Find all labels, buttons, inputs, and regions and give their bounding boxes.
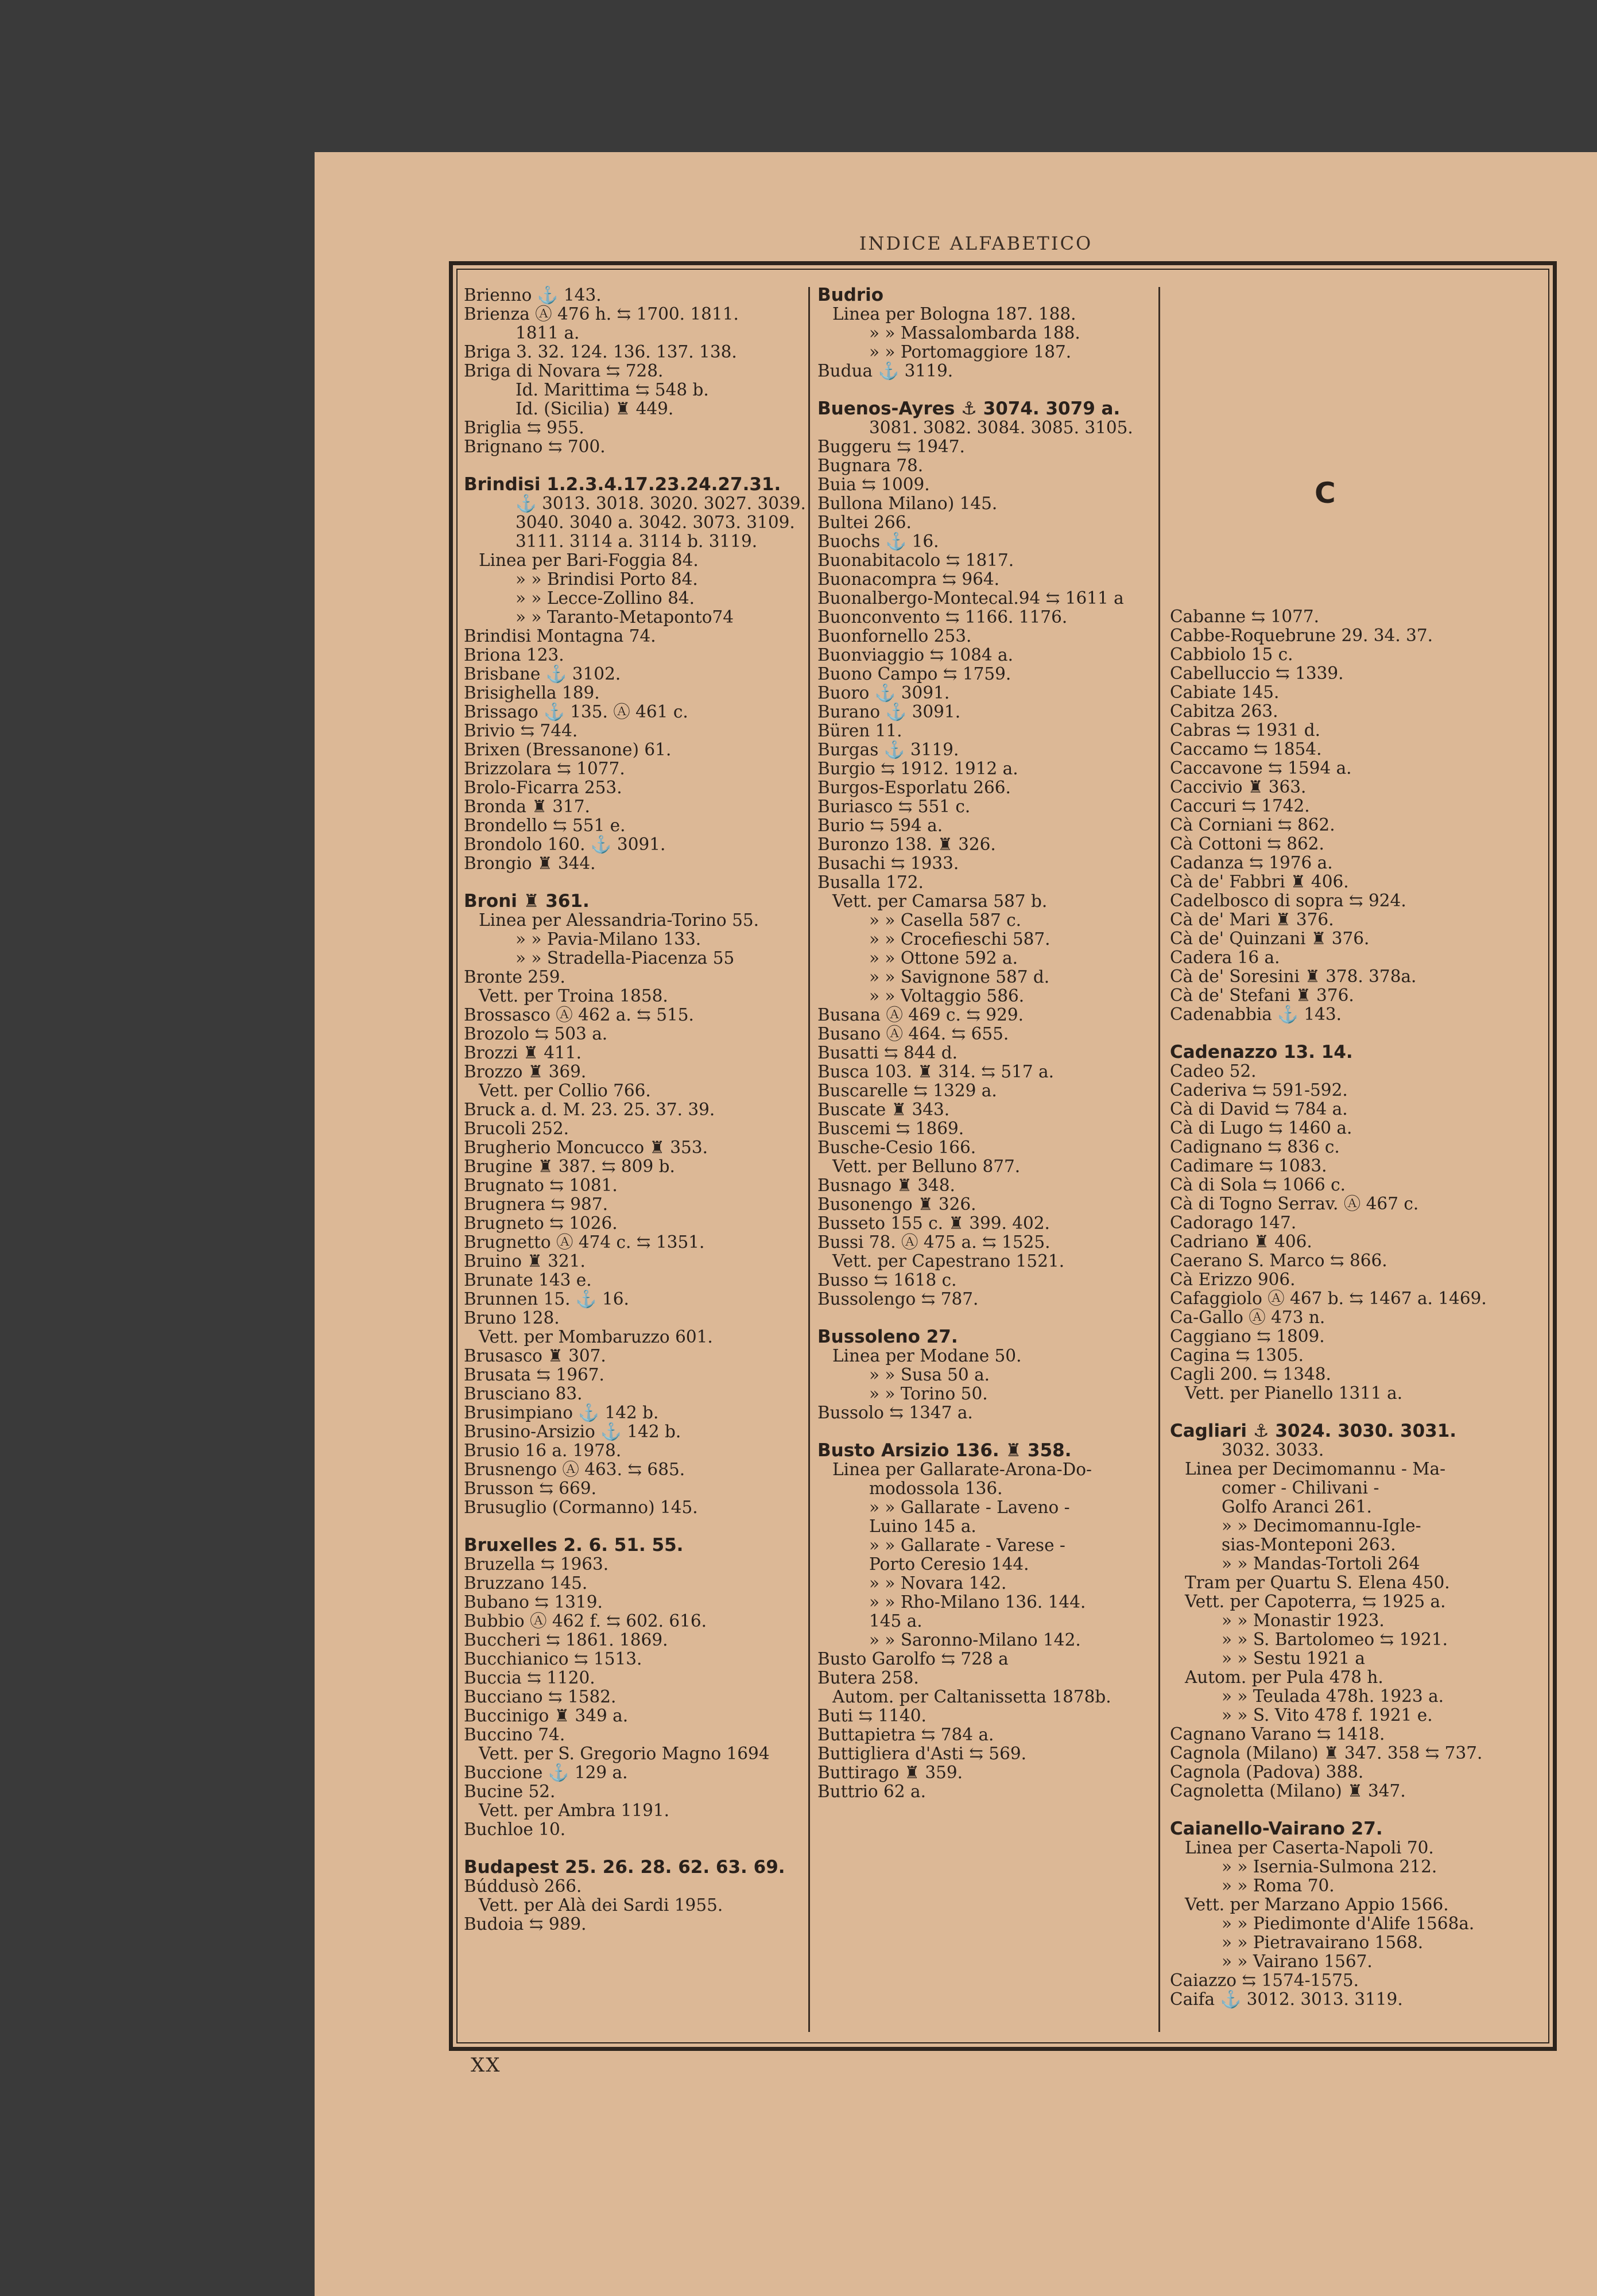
index-entry: Vett. per Collio 766. bbox=[479, 1081, 651, 1100]
index-entry: » » Brindisi Porto 84. bbox=[515, 569, 698, 589]
index-entry: » » Taranto-Metaponto74 bbox=[515, 607, 734, 627]
index-entry: Buonconvento ⇆ 1166. 1176. bbox=[817, 607, 1068, 627]
index-entry: Bruno 128. bbox=[464, 1308, 560, 1328]
index-entry: » » Susa 50 a. bbox=[869, 1365, 990, 1384]
index-entry: Brixen (Bressanone) 61. bbox=[464, 740, 672, 759]
index-entry: Butera 258. bbox=[817, 1668, 919, 1688]
index-column-1 bbox=[464, 286, 808, 1934]
index-entry: Briona 123. bbox=[464, 645, 564, 665]
index-entry: Burgio ⇆ 1912. 1912 a. bbox=[817, 759, 1018, 778]
index-entry: Brugneto ⇆ 1026. bbox=[464, 1213, 618, 1233]
index-entry: Buonabitacolo ⇆ 1817. bbox=[817, 550, 1014, 570]
index-entry: Burgas ⚓ 3119. bbox=[817, 740, 959, 759]
index-entry: Cabbe-Roquebrune 29. 34. 37. bbox=[1170, 626, 1433, 645]
index-entry: Tram per Quartu S. Elena 450. bbox=[1185, 1573, 1450, 1592]
index-entry: Cadorago 147. bbox=[1170, 1213, 1297, 1232]
index-entry: » » Gallarate - Varese - bbox=[869, 1535, 1065, 1555]
index-entry: Burano ⚓ 3091. bbox=[817, 702, 961, 722]
index-entry: Brusata ⇆ 1967. bbox=[464, 1365, 604, 1384]
index-entry: Busonengo ♜ 326. bbox=[817, 1194, 976, 1214]
index-entry: Buccia ⇆ 1120. bbox=[464, 1668, 595, 1688]
index-entry: Cadriano ♜ 406. bbox=[1170, 1232, 1312, 1251]
index-entry bbox=[817, 381, 1156, 400]
index-entry bbox=[817, 1422, 1156, 1441]
index-entry: Burgos-Esporlatu 266. bbox=[817, 778, 1011, 797]
index-entry: Linea per Modane 50. bbox=[832, 1346, 1022, 1366]
index-entry: Briglia ⇆ 955. bbox=[464, 418, 584, 437]
index-entry: » » Teulada 478h. 1923 a. bbox=[1222, 1686, 1444, 1706]
index-entry: 3111. 3114 a. 3114 b. 3119. bbox=[515, 532, 758, 551]
index-entry: Caderiva ⇆ 591-592. bbox=[1170, 1080, 1348, 1100]
index-entry: Brozzo ♜ 369. bbox=[464, 1062, 587, 1081]
index-entry: comer - Chilivani - bbox=[1222, 1478, 1379, 1498]
index-entry: Burio ⇆ 594 a. bbox=[817, 816, 943, 835]
index-entry: Cabiate 145. bbox=[1170, 682, 1280, 702]
index-entry: Linea per Bari-Foggia 84. bbox=[479, 550, 699, 570]
index-entry: Cà de' Fabbri ♜ 406. bbox=[1170, 872, 1349, 891]
index-entry: » » Torino 50. bbox=[869, 1384, 988, 1403]
index-entry: Cà di David ⇆ 784 a. bbox=[1170, 1099, 1348, 1119]
index-entry: Busseto 155 c. ♜ 399. 402. bbox=[817, 1213, 1050, 1233]
index-entry: Brusio 16 a. 1978. bbox=[464, 1441, 622, 1460]
index-entry: Luino 145 a. bbox=[869, 1517, 976, 1536]
index-entry: Vett. per Capoterra, ⇆ 1925 a. bbox=[1185, 1592, 1446, 1611]
index-entry: Buochs ⚓ 16. bbox=[817, 532, 939, 551]
index-entry: Buonalbergo-Montecal.94 ⇆ 1611 a bbox=[817, 588, 1124, 608]
index-entry: » » Rho-Milano 136. 144. bbox=[869, 1592, 1086, 1612]
index-entry: Busto Arsizio 136. ♜ 358. bbox=[817, 1440, 1072, 1461]
index-entry: Bussoleno 27. bbox=[817, 1327, 958, 1347]
index-entry: Brusino-Arsizio ⚓ 142 b. bbox=[464, 1422, 681, 1441]
index-entry bbox=[464, 1839, 808, 1858]
index-entry: Bruxelles 2. 6. 51. 55. bbox=[464, 1535, 684, 1556]
index-entry: Buoro ⚓ 3091. bbox=[817, 683, 950, 703]
index-entry: Cadimare ⇆ 1083. bbox=[1170, 1156, 1327, 1176]
index-entry bbox=[464, 1517, 808, 1536]
index-entry: Cafaggiolo Ⓐ 467 b. ⇆ 1467 a. 1469. bbox=[1170, 1289, 1487, 1308]
index-entry: Cà di Sola ⇆ 1066 c. bbox=[1170, 1175, 1346, 1194]
index-entry: » » Decimomannu-Igle- bbox=[1222, 1516, 1421, 1535]
index-entry: Brugherio Moncucco ♜ 353. bbox=[464, 1138, 708, 1157]
index-entry: » » Monastir 1923. bbox=[1222, 1611, 1385, 1630]
index-entry: Budapest 25. 26. 28. 62. 63. 69. bbox=[464, 1857, 785, 1878]
index-entry: 145 a. bbox=[869, 1611, 922, 1631]
index-entry: Brugnetto Ⓐ 474 c. ⇆ 1351. bbox=[464, 1232, 705, 1252]
index-entry: Buia ⇆ 1009. bbox=[817, 475, 930, 494]
index-entry: Cagina ⇆ 1305. bbox=[1170, 1345, 1304, 1365]
index-entry: Bubbio Ⓐ 462 f. ⇆ 602. 616. bbox=[464, 1611, 707, 1631]
index-entry: Caiazzo ⇆ 1574-1575. bbox=[1170, 1971, 1359, 1990]
index-entry: » » Lecce-Zollino 84. bbox=[515, 588, 695, 608]
index-entry: » » Savignone 587 d. bbox=[869, 967, 1050, 987]
index-entry: Cagnola (Milano) ♜ 347. 358 ⇆ 737. bbox=[1170, 1743, 1483, 1763]
index-entry: Cà Cottoni ⇆ 862. bbox=[1170, 834, 1324, 854]
index-entry bbox=[1170, 1024, 1537, 1043]
index-entry: 3040. 3040 a. 3042. 3073. 3109. bbox=[515, 513, 795, 532]
index-entry: Vett. per Ambra 1191. bbox=[479, 1801, 670, 1820]
index-entry: » » S. Bartolomeo ⇆ 1921. bbox=[1222, 1630, 1448, 1649]
index-entry: Caccamo ⇆ 1854. bbox=[1170, 739, 1322, 759]
index-entry: Cadera 16 a. bbox=[1170, 948, 1280, 967]
index-entry: Brissago ⚓ 135. Ⓐ 461 c. bbox=[464, 702, 688, 722]
index-entry: Caifa ⚓ 3012. 3013. 3119. bbox=[1170, 1989, 1403, 2009]
index-entry: Golfo Aranci 261. bbox=[1222, 1497, 1372, 1517]
index-entry: Caianello-Vairano 27. bbox=[1170, 1818, 1383, 1839]
index-entry: Brongio ♜ 344. bbox=[464, 854, 596, 873]
index-entry: Id. Marittima ⇆ 548 b. bbox=[515, 380, 709, 400]
index-entry: Buenos-Ayres ⚓ 3074. 3079 a. bbox=[817, 398, 1121, 419]
index-entry: Bruino ♜ 321. bbox=[464, 1251, 586, 1271]
index-entry: Busano Ⓐ 464. ⇆ 655. bbox=[817, 1024, 1009, 1044]
index-entry: sias-Monteponi 263. bbox=[1222, 1535, 1396, 1554]
index-entry: Cadenazzo 13. 14. bbox=[1170, 1042, 1353, 1062]
index-entry: Cabitza 263. bbox=[1170, 701, 1278, 721]
index-entry: Caccivio ♜ 363. bbox=[1170, 777, 1307, 797]
index-entry: Cabelluccio ⇆ 1339. bbox=[1170, 664, 1344, 683]
index-entry: Busche-Cesio 166. bbox=[817, 1138, 976, 1157]
index-entry: Buttapietra ⇆ 784 a. bbox=[817, 1725, 994, 1744]
index-column-3 bbox=[1170, 607, 1537, 2009]
index-entry: Caerano S. Marco ⇆ 866. bbox=[1170, 1251, 1387, 1270]
index-entry: Büren 11. bbox=[817, 721, 902, 740]
index-entry: Budrio bbox=[817, 285, 884, 305]
index-entry: Bugnara 78. bbox=[817, 456, 924, 475]
index-entry: Bruzzano 145. bbox=[464, 1573, 588, 1593]
index-entry: Cabbiolo 15 c. bbox=[1170, 645, 1293, 664]
index-entry: Vett. per Pianello 1311 a. bbox=[1185, 1383, 1403, 1403]
index-entry: Buonfornello 253. bbox=[817, 626, 972, 646]
index-entry: Busachi ⇆ 1933. bbox=[817, 854, 959, 873]
index-entry: Buscemi ⇆ 1869. bbox=[817, 1119, 964, 1138]
index-entry: Bussolengo ⇆ 787. bbox=[817, 1289, 979, 1309]
index-entry: » » Saronno-Milano 142. bbox=[869, 1630, 1081, 1650]
index-entry: Linea per Gallarate-Arona-Do- bbox=[832, 1460, 1092, 1479]
page-folio: XX bbox=[471, 2054, 501, 2077]
index-entry: Briga di Novara ⇆ 728. bbox=[464, 361, 664, 381]
index-entry: Briga 3. 32. 124. 136. 137. 138. bbox=[464, 342, 737, 362]
index-entry: Linea per Caserta-Napoli 70. bbox=[1185, 1838, 1434, 1857]
index-entry: Vett. per Capestrano 1521. bbox=[832, 1251, 1065, 1271]
index-entry: Autom. per Caltanissetta 1878b. bbox=[832, 1687, 1111, 1707]
index-entry: Porto Ceresio 144. bbox=[869, 1554, 1029, 1574]
index-entry: Busana Ⓐ 469 c. ⇆ 929. bbox=[817, 1005, 1024, 1025]
index-entry: Busatti ⇆ 844 d. bbox=[817, 1043, 958, 1062]
column-divider-2 bbox=[1158, 287, 1160, 2032]
index-entry: Cà di Togno Serrav. Ⓐ 467 c. bbox=[1170, 1194, 1419, 1213]
index-entry: » » Pietravairano 1568. bbox=[1222, 1933, 1424, 1952]
index-entry: Linea per Alessandria-Torino 55. bbox=[479, 910, 759, 930]
index-entry: Bronte 259. bbox=[464, 967, 565, 987]
index-entry: Bultei 266. bbox=[817, 513, 912, 532]
index-entry: Cabanne ⇆ 1077. bbox=[1170, 607, 1320, 626]
index-entry: » » Vairano 1567. bbox=[1222, 1952, 1373, 1971]
index-column-2 bbox=[817, 286, 1156, 1801]
index-entry: Busca 103. ♜ 314. ⇆ 517 a. bbox=[817, 1062, 1054, 1081]
index-entry: Brivio ⇆ 744. bbox=[464, 721, 578, 740]
index-entry: Cagliari ⚓ 3024. 3030. 3031. bbox=[1170, 1421, 1457, 1441]
index-entry: Busto Garolfo ⇆ 728 a bbox=[817, 1649, 1009, 1669]
index-entry: » » Pavia-Milano 133. bbox=[515, 929, 701, 949]
index-entry: Cadanza ⇆ 1976 a. bbox=[1170, 853, 1333, 872]
index-entry: Brusnengo Ⓐ 463. ⇆ 685. bbox=[464, 1460, 685, 1479]
index-entry: Vett. per S. Gregorio Magno 1694 bbox=[479, 1744, 770, 1763]
index-entry: Brindisi Montagna 74. bbox=[464, 626, 656, 646]
index-entry: Brugnera ⇆ 987. bbox=[464, 1194, 608, 1214]
index-entry: Bullona Milano) 145. bbox=[817, 494, 998, 513]
index-entry bbox=[464, 456, 808, 475]
index-entry: Buccino 74. bbox=[464, 1725, 565, 1744]
index-entry: Buscate ♜ 343. bbox=[817, 1100, 950, 1119]
index-entry: » » Massalombarda 188. bbox=[869, 323, 1080, 343]
index-entry: Buttigliera d'Asti ⇆ 569. bbox=[817, 1744, 1026, 1763]
index-entry: Bucine 52. bbox=[464, 1782, 556, 1801]
index-entry: Brondolo 160. ⚓ 3091. bbox=[464, 835, 666, 854]
index-entry: Linea per Decimomannu - Ma- bbox=[1185, 1459, 1446, 1479]
index-entry: Vett. per Troina 1858. bbox=[479, 986, 668, 1006]
column-divider-1 bbox=[808, 287, 810, 2032]
index-entry: Brunnen 15. ⚓ 16. bbox=[464, 1289, 629, 1309]
index-entry: Cadignano ⇆ 836 c. bbox=[1170, 1137, 1340, 1157]
index-entry: » » Casella 587 c. bbox=[869, 910, 1022, 930]
index-entry: » » Isernia-Sulmona 212. bbox=[1222, 1857, 1437, 1876]
index-entry: Bussi 78. Ⓐ 475 a. ⇆ 1525. bbox=[817, 1232, 1051, 1252]
index-entry: Cà Erizzo 906. bbox=[1170, 1270, 1296, 1289]
index-entry: Ca-Gallo Ⓐ 473 n. bbox=[1170, 1308, 1325, 1327]
index-entry: Brusuglio (Cormanno) 145. bbox=[464, 1498, 698, 1517]
index-entry: Brunate 143 e. bbox=[464, 1270, 592, 1290]
index-entry: Bruck a. d. M. 23. 25. 37. 39. bbox=[464, 1100, 715, 1119]
index-entry: Brindisi 1.2.3.4.17.23.24.27.31. bbox=[464, 474, 781, 495]
index-entry: Vett. per Belluno 877. bbox=[832, 1157, 1021, 1176]
index-entry: Brignano ⇆ 700. bbox=[464, 437, 606, 456]
index-entry: » » Mandas-Tortoli 264 bbox=[1222, 1554, 1420, 1573]
index-entry: Buonacompra ⇆ 964. bbox=[817, 569, 1000, 589]
index-entry: Cadeo 52. bbox=[1170, 1061, 1257, 1081]
index-entry: Cà de' Stefani ♜ 376. bbox=[1170, 986, 1354, 1005]
index-entry: Brizzolara ⇆ 1077. bbox=[464, 759, 625, 778]
index-entry: Brusasco ♜ 307. bbox=[464, 1346, 606, 1366]
index-entry: Caccuri ⇆ 1742. bbox=[1170, 796, 1310, 816]
index-entry: Buronzo 138. ♜ 326. bbox=[817, 835, 996, 854]
index-entry: Busnago ♜ 348. bbox=[817, 1176, 955, 1195]
index-entry: Cà Corniani ⇆ 862. bbox=[1170, 815, 1335, 835]
index-entry: Bubano ⇆ 1319. bbox=[464, 1592, 603, 1612]
index-entry: » » Portomaggiore 187. bbox=[869, 342, 1072, 362]
index-entry bbox=[817, 1309, 1156, 1328]
index-entry: Brolo-Ficarra 253. bbox=[464, 778, 622, 797]
index-entry: Bucciano ⇆ 1582. bbox=[464, 1687, 617, 1707]
index-entry: Vett. per Camarsa 587 b. bbox=[832, 891, 1048, 911]
index-entry: Buchloe 10. bbox=[464, 1820, 566, 1839]
index-entry: 1811 a. bbox=[515, 323, 580, 343]
index-entry: Cagnoletta (Milano) ♜ 347. bbox=[1170, 1781, 1406, 1801]
index-entry: » » Gallarate - Laveno - bbox=[869, 1498, 1070, 1517]
section-letter: C bbox=[1315, 476, 1336, 510]
index-entry: Brienno ⚓ 143. bbox=[464, 285, 602, 305]
index-entry: Busso ⇆ 1618 c. bbox=[817, 1270, 957, 1290]
index-entry: Vett. per Marzano Appio 1566. bbox=[1185, 1895, 1449, 1914]
index-entry: Brossasco Ⓐ 462 a. ⇆ 515. bbox=[464, 1005, 694, 1025]
index-entry: Cadenabbia ⚓ 143. bbox=[1170, 1004, 1342, 1024]
index-entry: Vett. per Mombaruzzo 601. bbox=[479, 1327, 713, 1347]
index-entry: Bussolo ⇆ 1347 a. bbox=[817, 1403, 973, 1422]
index-entry: Brozolo ⇆ 503 a. bbox=[464, 1024, 608, 1044]
index-entry: Caggiano ⇆ 1809. bbox=[1170, 1327, 1325, 1346]
index-entry: Id. (Sicilia) ♜ 449. bbox=[515, 399, 674, 418]
index-entry: Cagli 200. ⇆ 1348. bbox=[1170, 1364, 1331, 1384]
index-entry: Brisbane ⚓ 3102. bbox=[464, 664, 621, 684]
index-entry: Brugnato ⇆ 1081. bbox=[464, 1176, 618, 1195]
index-entry: Buriasco ⇆ 551 c. bbox=[817, 797, 971, 816]
index-entry: » » Ottone 592 a. bbox=[869, 948, 1018, 968]
index-entry bbox=[1170, 1801, 1537, 1820]
index-entry: » » Sestu 1921 a bbox=[1222, 1649, 1365, 1668]
index-entry: Budoia ⇆ 989. bbox=[464, 1914, 587, 1934]
index-entry: Brucoli 252. bbox=[464, 1119, 569, 1138]
index-entry bbox=[1170, 1403, 1537, 1422]
index-entry: Caccavone ⇆ 1594 a. bbox=[1170, 758, 1352, 778]
index-entry: Buonviaggio ⇆ 1084 a. bbox=[817, 645, 1013, 665]
index-entry: Buccione ⚓ 129 a. bbox=[464, 1763, 628, 1782]
index-entry: 3081. 3082. 3084. 3085. 3105. bbox=[869, 418, 1133, 437]
index-entry: » » Crocefieschi 587. bbox=[869, 929, 1051, 949]
index-entry: Cà de' Soresini ♜ 378. 378a. bbox=[1170, 967, 1417, 986]
index-entry: Búddusò 266. bbox=[464, 1876, 582, 1896]
index-entry: » » Roma 70. bbox=[1222, 1876, 1335, 1895]
index-entry: 3032. 3033. bbox=[1222, 1440, 1324, 1460]
index-entry bbox=[464, 873, 808, 892]
index-entry: Vett. per Alà dei Sardi 1955. bbox=[479, 1895, 723, 1915]
index-entry: Cagnano Varano ⇆ 1418. bbox=[1170, 1724, 1385, 1744]
index-entry: Broni ♜ 361. bbox=[464, 891, 590, 912]
index-entry: Cà de' Mari ♜ 376. bbox=[1170, 910, 1334, 929]
index-entry: Autom. per Pula 478 h. bbox=[1185, 1667, 1383, 1687]
index-entry: Linea per Bologna 187. 188. bbox=[832, 304, 1076, 324]
index-entry: Bucchianico ⇆ 1513. bbox=[464, 1649, 642, 1669]
index-entry: ⚓ 3013. 3018. 3020. 3027. 3039. bbox=[515, 494, 806, 513]
index-entry: Brienza Ⓐ 476 h. ⇆ 1700. 1811. bbox=[464, 304, 739, 324]
index-entry: Buggeru ⇆ 1947. bbox=[817, 437, 965, 456]
index-entry: Brugine ♜ 387. ⇆ 809 b. bbox=[464, 1157, 675, 1176]
index-entry: Buccinigo ♜ 349 a. bbox=[464, 1706, 629, 1725]
index-entry: Brondello ⇆ 551 e. bbox=[464, 816, 626, 835]
index-entry: » » Piedimonte d'Alife 1568a. bbox=[1222, 1914, 1475, 1933]
index-entry: » » Voltaggio 586. bbox=[869, 986, 1025, 1006]
index-entry: » » Stradella-Piacenza 55 bbox=[515, 948, 735, 968]
index-entry: Brisighella 189. bbox=[464, 683, 600, 703]
page-header: INDICE ALFABETICO bbox=[859, 232, 1093, 254]
index-entry: Buono Campo ⇆ 1759. bbox=[817, 664, 1011, 684]
index-entry: modossola 136. bbox=[869, 1479, 1003, 1498]
index-entry: Cà de' Quinzani ♜ 376. bbox=[1170, 929, 1370, 948]
index-entry: Cadelbosco di sopra ⇆ 924. bbox=[1170, 891, 1406, 910]
index-entry: Brusimpiano ⚓ 142 b. bbox=[464, 1403, 659, 1422]
index-entry: Brozzi ♜ 411. bbox=[464, 1043, 582, 1062]
index-entry: Buttirago ♜ 359. bbox=[817, 1763, 963, 1782]
index-entry: Brusciano 83. bbox=[464, 1384, 583, 1403]
index-entry: Buscarelle ⇆ 1329 a. bbox=[817, 1081, 997, 1100]
index-entry: Buttrio 62 a. bbox=[817, 1782, 926, 1801]
index-entry: » » Novara 142. bbox=[869, 1573, 1007, 1593]
index-entry: Cabras ⇆ 1931 d. bbox=[1170, 720, 1321, 740]
index-entry: » » S. Vito 478 f. 1921 e. bbox=[1222, 1705, 1433, 1725]
index-entry: Budua ⚓ 3119. bbox=[817, 361, 953, 381]
index-entry: Buccheri ⇆ 1861. 1869. bbox=[464, 1630, 668, 1650]
index-entry: Cagnola (Padova) 388. bbox=[1170, 1762, 1364, 1782]
index-entry: Brusson ⇆ 669. bbox=[464, 1479, 596, 1498]
index-entry: Bruzella ⇆ 1963. bbox=[464, 1554, 609, 1574]
index-entry: Bronda ♜ 317. bbox=[464, 797, 590, 816]
index-entry: Cà di Lugo ⇆ 1460 a. bbox=[1170, 1118, 1352, 1138]
index-entry: Buti ⇆ 1140. bbox=[817, 1706, 927, 1725]
index-entry: Busalla 172. bbox=[817, 872, 924, 892]
